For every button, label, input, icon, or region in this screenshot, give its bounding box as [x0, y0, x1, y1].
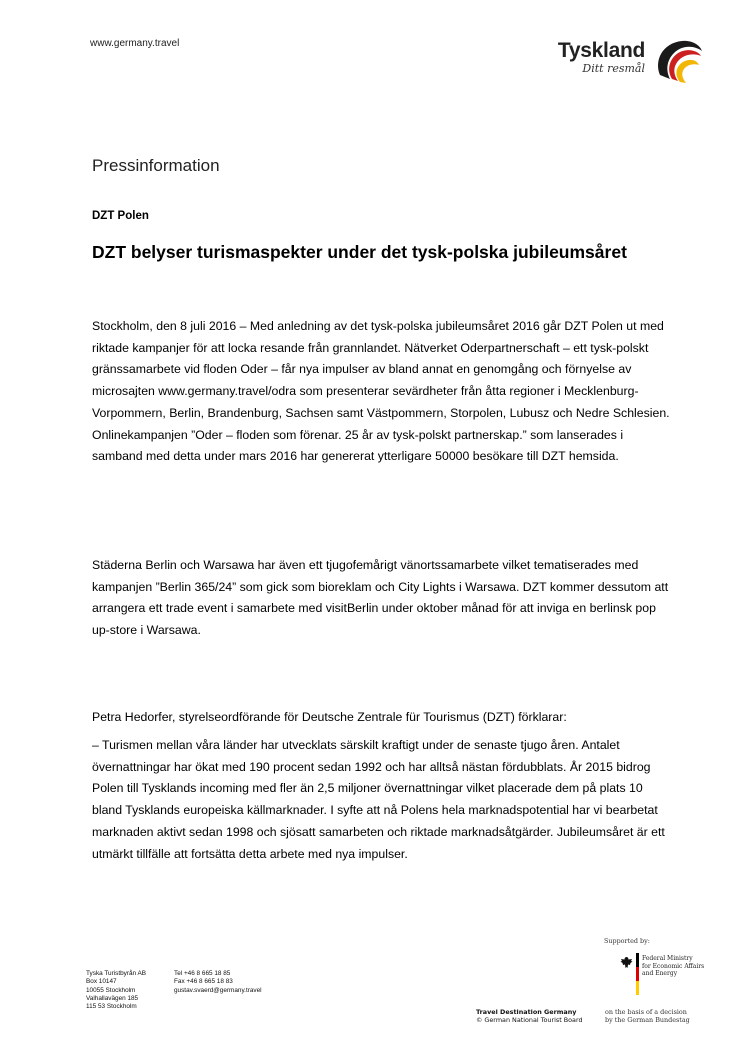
brand-swirl-icon — [652, 35, 704, 87]
paragraph-quote: – Turismen mellan våra länder har utvecklats särskilt kraftigt under de senaste tjugo åren. Antalet övernattningar har ökat med 190 procent sedan 1992 och har alltså nästan fördubblats. År 2015 bidrog Polen till Tysklands incoming med fler än 2,5 miljoner övernattningar vilket placerade dem på plats 10 bland Tysklands europeiska källmarknader. I syfte att nå Polens hela marknadspotential har vi bearbetat marknaden aktivt sedan 1998 och sjösatt samarbeten och riktade marknadsåtgärder. Jubileumsåret är ett utmärkt tillfälle att fortsätta detta arbete med nya impulser. — [92, 738, 665, 861]
document-type-label: Pressinformation — [92, 156, 220, 175]
footer-address-line: Tyska Turistbyrån AB — [86, 970, 147, 977]
footer-address-line: 10055 Stockholm — [86, 986, 136, 994]
bundestag-basis-note — [605, 1008, 690, 1025]
basis-line: on the basis of a decision — [605, 1008, 687, 1016]
paragraph-quote-intro: Petra Hedorfer, styrelseordförande för Deutsche Zentrale für Tourismus (DZT) förklarar: — [92, 710, 567, 724]
footer-address-line: Box 10147 — [86, 978, 117, 986]
paragraph-intro: Stockholm, den 8 juli 2016 – Med anledning av det tysk-polska jubileumsåret 2016 går DZT Polen ut med riktade kampanjer för att locka resande från grannlandet. Nätverket Oderpartnerschaft – ett tysk-polskt gränssamarbete vid floden Oder – får nya impulser av bland annat en genomgång och förnyelse av microsajten www.germany.travel/odra som presenterar sevärdheter från åtta regioner i Mecklenburg-Vorpommern, Berlin, Brandenburg, Sachsen samt Västpommern, Storpolen, Lubusz och Nedre Schlesien. Onlinekampanjen ”Oder – floden som förenar. 25 år av tysk-polskt partnerskap.” som lanserades i samband med detta under mars 2016 har genererat ytterligare 50000 besökare till DZT hemsida. — [92, 319, 670, 464]
dzt-subtitle: © German National Tourist Board — [476, 1016, 583, 1025]
footer-fax: Fax +46 8 665 18 83 — [174, 978, 233, 986]
german-flag-bar — [636, 953, 639, 995]
supported-by-label: Supported by: — [604, 937, 650, 945]
footer-address-line: Valhallavägen 185 — [86, 994, 139, 1002]
ministry-line: for Economic Affairs — [642, 962, 705, 970]
footer-address — [86, 970, 146, 1011]
footer-contact — [174, 970, 262, 995]
federal-eagle-icon — [620, 956, 633, 969]
ministry-line: and Energy — [642, 970, 678, 978]
footer-phone: Tel +46 8 665 18 85 — [174, 970, 231, 977]
footer-email[interactable]: gustav.svaerd@germany.travel — [174, 986, 262, 994]
logo-title: Tyskland — [557, 39, 645, 62]
header-url: www.germany.travel — [90, 38, 180, 49]
ministry-name — [642, 955, 704, 978]
flag-stripe-black — [636, 953, 639, 967]
headline: DZT belyser turismaspekter under det tysk-polska jubileumsåret — [92, 242, 627, 262]
footer-dzt — [476, 1008, 583, 1025]
logo-tagline: Ditt resmål — [582, 62, 645, 75]
flag-stripe-red — [636, 967, 639, 981]
section-label: DZT Polen — [92, 210, 149, 222]
dzt-name: Travel Destination Germany — [476, 1008, 577, 1016]
flag-stripe-gold — [636, 981, 639, 995]
footer-address-line: 115 53 Stockholm — [86, 1003, 137, 1011]
paragraph-twin-cities: Städerna Berlin och Warsawa har även ett tjugofemårigt vänortssamarbete vilket tematiserades med kampanjen ”Berlin 365/24” som gick som bioreklam och City Lights i Warsawa. DZT kommer dessutom att arrangera ett trade event i samarbete med visitBerlin under oktober månad för att inviga en berlinsk pop up-store i Warsawa. — [92, 558, 669, 638]
basis-line: by the German Bundestag — [605, 1016, 690, 1025]
brand-logo-text — [558, 40, 645, 75]
ministry-line: Federal Ministry — [642, 955, 693, 962]
